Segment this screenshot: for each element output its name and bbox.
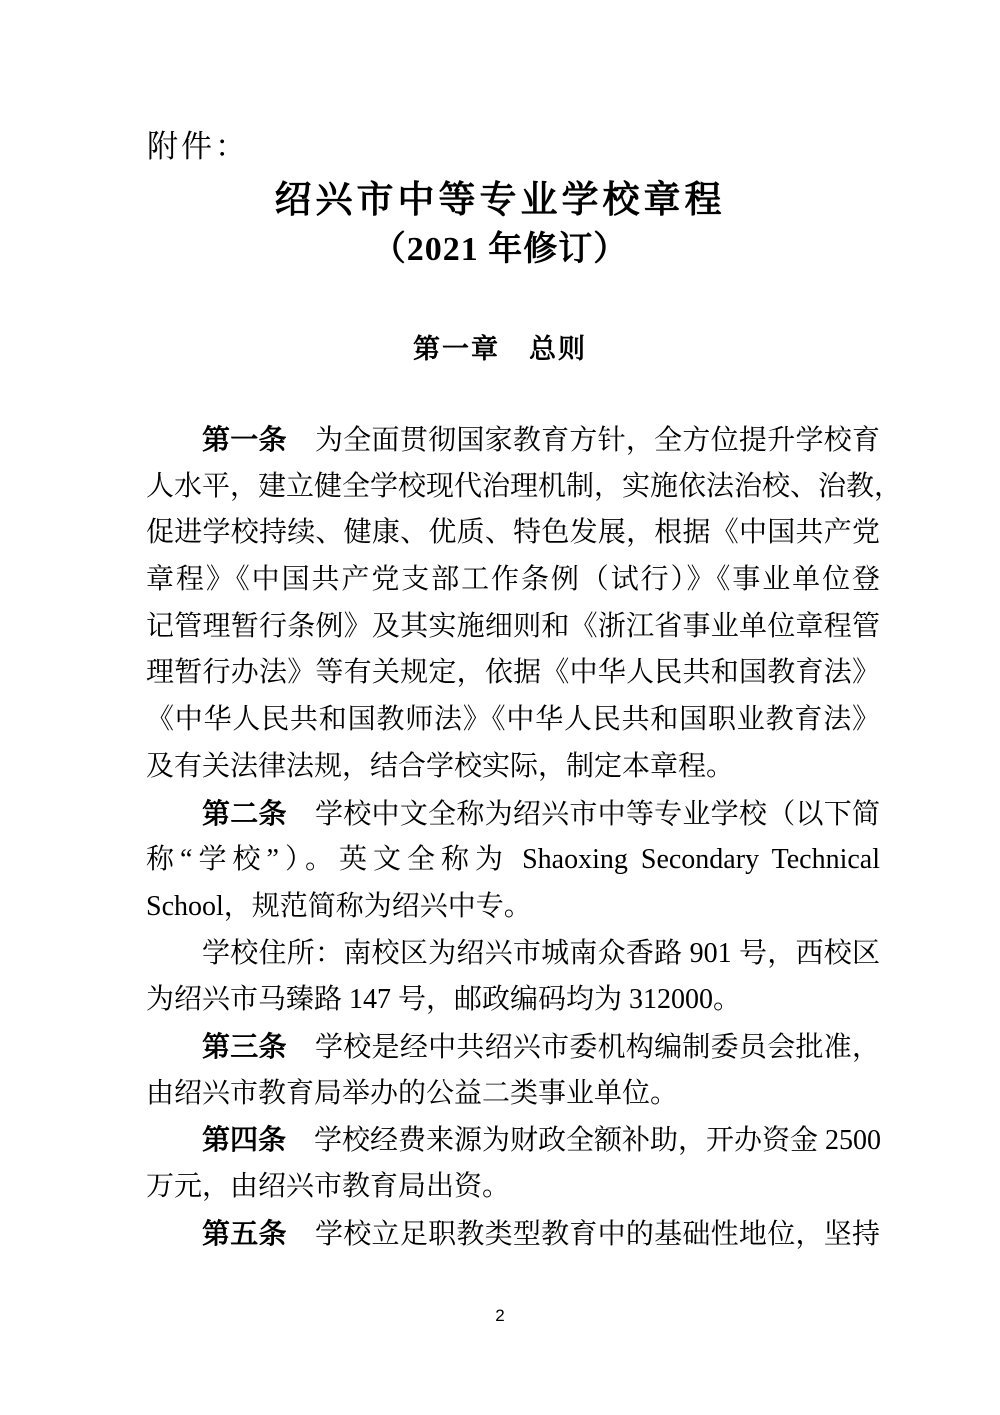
body-line: 第二条 学校中文全称为绍兴市中等专业学校（以下简	[202, 797, 880, 830]
body-line: 由绍兴市教育局举办的公益二类事业单位。	[146, 1077, 679, 1109]
body-line: 人水平，建立健全学校现代治理机制，实施依法治校、治教，	[146, 470, 903, 502]
body-line: 万元，由绍兴市教育局出资。	[146, 1171, 511, 1202]
page-number: 2	[495, 1306, 505, 1325]
body-line: 记管理暂行条例》及其实施细则和《浙江省事业单位章程管	[146, 610, 880, 642]
body-line: 为绍兴市马臻路 147 号，邮政编码均为 312000。	[146, 984, 742, 1016]
document-title: 绍兴市中等专业学校章程	[274, 180, 726, 221]
body-line: 第一条 为全面贯彻国家教育方针，全方位提升学校育	[202, 424, 880, 456]
article-number: 第一条	[202, 424, 287, 455]
body-line: 第四条 学校经费来源为财政全额补助，开办资金 2500	[202, 1124, 882, 1157]
body-line: 《中华人民共和国教师法》《中华人民共和国职业教育法》	[146, 704, 880, 736]
body-line: 第五条 学校立足职教类型教育中的基础性地位，坚持	[202, 1217, 880, 1250]
document-subtitle: （2021 年修订）	[371, 231, 629, 268]
body-line: 章程》《中国共产党支部工作条例（试行）》《事业单位登	[146, 564, 880, 596]
chapter-heading: 第一章 总则	[413, 334, 587, 364]
article-number: 第五条	[202, 1217, 287, 1249]
attachment-label: 附件：	[147, 129, 249, 164]
body-line: 促进学校持续、健康、优质、特色发展，根据《中国共产党	[146, 517, 880, 549]
body-line: 第三条 学校是经中共绍兴市委机构编制委员会批准，	[202, 1030, 880, 1063]
article-number: 第四条	[202, 1124, 287, 1156]
body-text	[146, 417, 903, 1257]
body-line: 理暂行办法》等有关规定，依据《中华人民共和国教育法》	[146, 657, 880, 689]
body-line: 学校住所：南校区为绍兴市城南众香路 901 号，西校区	[202, 937, 880, 969]
article-number: 第三条	[202, 1030, 287, 1062]
body-line: 及有关法律法规，结合学校实际，制定本章程。	[146, 750, 735, 782]
body-line: School，规范简称为绍兴中专。	[146, 890, 532, 922]
body-line: 称“学校”）。英文全称为 Shaoxing Secondary Technical	[146, 844, 880, 876]
article-number: 第二条	[202, 797, 287, 829]
